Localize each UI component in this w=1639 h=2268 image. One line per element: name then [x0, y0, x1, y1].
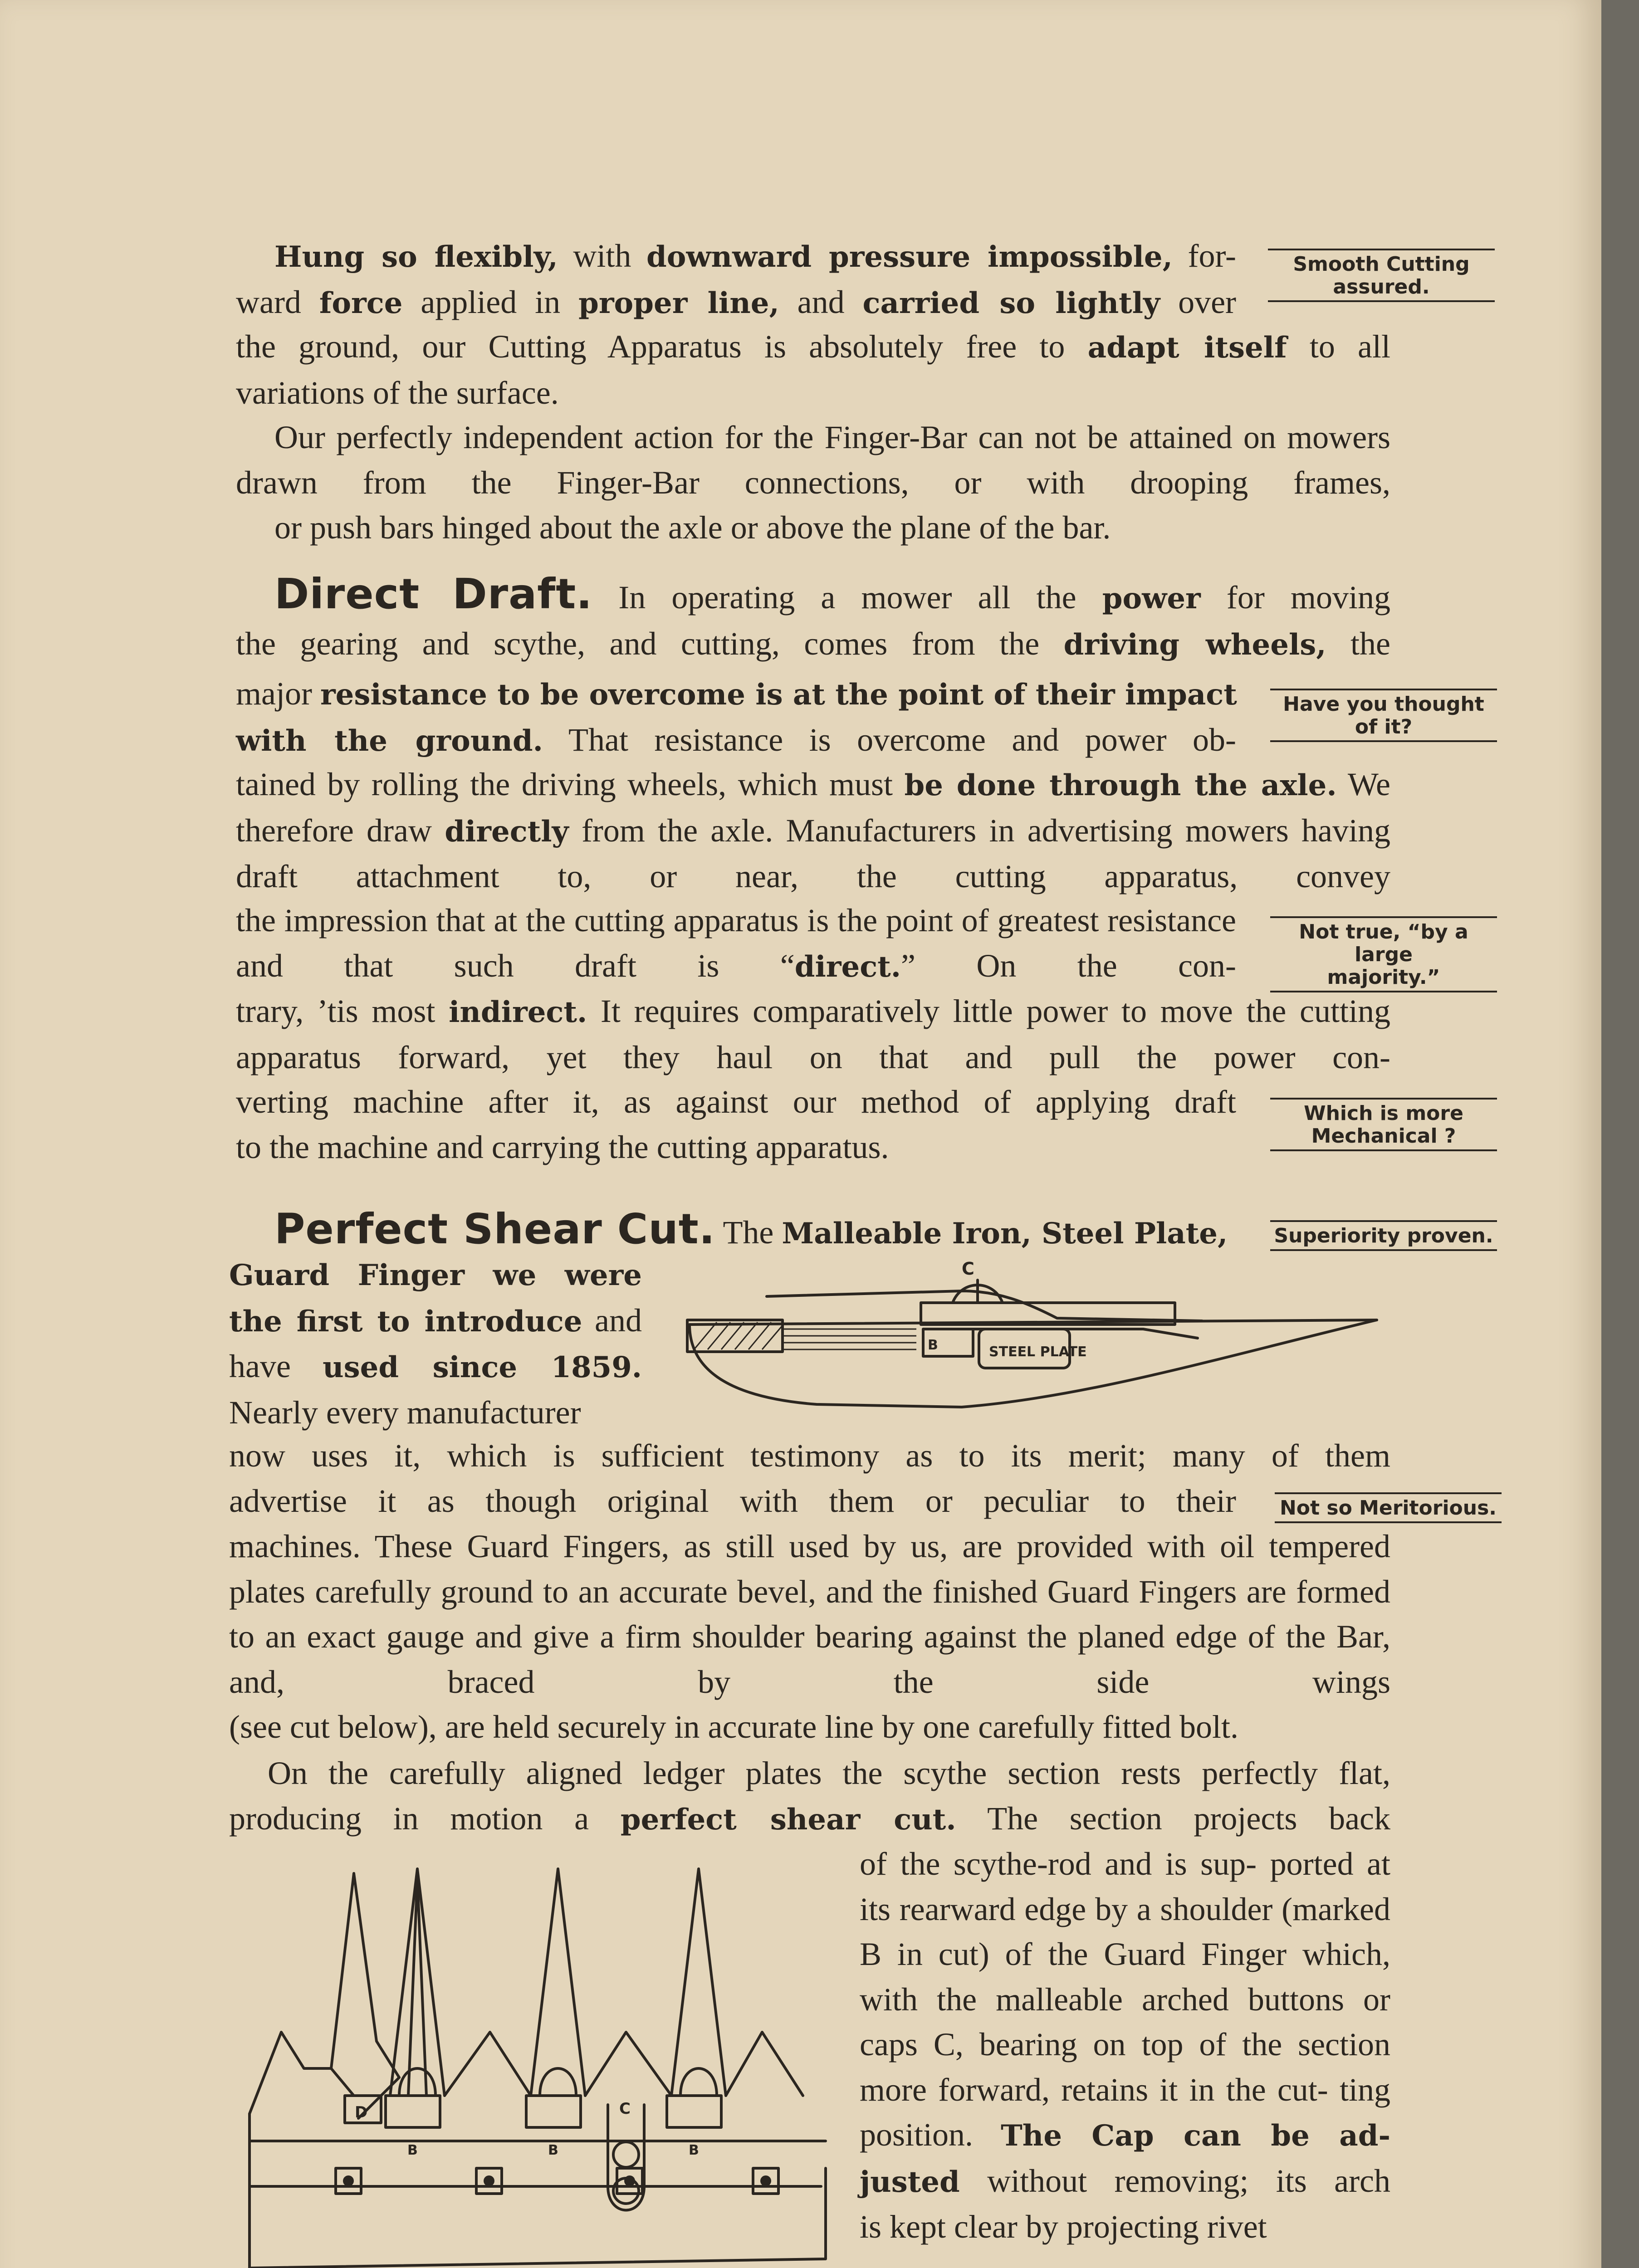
- margin-note-superiority-proven: Superiority proven.: [1270, 1220, 1497, 1251]
- section-direct-draft-body: tained by rolling the driving wheels, which must be done through the axle. We therefore draw directly from the axle. Manufacturers in advertising mowers having draft attachment to, or near, the cutting apparatus, convey: [236, 766, 1391, 894]
- margin-note-which-more-mechanical: Which is more Mechanical ?: [1270, 1098, 1497, 1151]
- bar-label-b3: B: [689, 2142, 699, 2158]
- guard-finger-4: [671, 1869, 726, 2096]
- paragraph-hung-so-flexibly-cont: the ground, our Cutting Apparatus is absolutely free to adapt itself to all variations of the surface.: [236, 328, 1391, 411]
- bar-label-b1: B: [407, 2142, 418, 2158]
- section-shear-cut-body2: advertise it as though original with them or peculiar to their: [229, 1483, 1236, 1519]
- cutter-bar-figure: [236, 1860, 844, 2268]
- cap-3: [667, 2096, 721, 2127]
- section-direct-draft-top: Direct Draft. In operating a mower all the power for moving the gearing and scythe, and cutting, comes from the driving wheels, the: [236, 570, 1391, 662]
- bar-label-b2: B: [548, 2142, 558, 2158]
- margin-note-smooth-cutting: Smooth Cutting assured.: [1268, 249, 1495, 302]
- guard-finger-3-cap: [540, 2068, 576, 2096]
- margin-note-not-so-meritorious: Not so Meritorious.: [1275, 1492, 1502, 1523]
- scythe-section-left: [250, 2032, 354, 2114]
- bar-label-c: C: [619, 2100, 631, 2118]
- guard-finger-hatching: [694, 1322, 916, 1349]
- paragraph-ledger-right-column: of the scythe-rod and is sup- ported at its rearward edge by a shoulder (marked B in cut) of the Guard Finger which, with the malleable arched buttons or caps C, bearing on top of the section more forward, retains it in the cut- ting position. The Cap can be ad- justed without removing; its arch is kept clear by projecting rivet: [860, 1846, 1391, 2245]
- paragraph-ledger-plates: On the carefully aligned ledger plates the scythe section rests perfectly flat, producing in motion a perfect shear cut. The section projects back: [229, 1755, 1391, 1837]
- section-shear-cut-body3: machines. These Guard Fingers, as still used by us, are provided with oil tempered plates carefully ground to an accurate bevel, and the finished Guard Fingers are formed to an exact gauge and give a firm shoulder bearing against the planed edge of the Bar, and, braced by the side wings (see cut below), are held securely in accurate line by one carefully fitted bolt.: [229, 1528, 1391, 1745]
- guard-finger-4-cap: [680, 2068, 717, 2096]
- section-direct-draft-body3: trary, ’tis most indirect. It requires comparatively little power to move the cutting apparatus forward, yet they haul on that and pull the power con-: [236, 993, 1390, 1075]
- heading-perfect-shear-cut: Perfect Shear Cut.: [274, 1205, 715, 1253]
- margin-note-not-true: Not true, “by a large majority.”: [1270, 916, 1497, 992]
- section-shear-cut-heading-line: Perfect Shear Cut. The Malleable Iron, Steel Plate,: [274, 1205, 1228, 1253]
- paragraph-independent-action: Our perfectly independent action for the Finger-Bar can not be attained on mowers drawn from the Finger-Bar connections, or with drooping frames, or push bars hinged about the axle or above the plane of the bar.: [236, 419, 1391, 546]
- scythe-section-3: [726, 2032, 803, 2096]
- section-shear-cut-body: now uses it, which is sufficient testimony as to its merit; many of them: [229, 1437, 1390, 1474]
- guard-label-c: C: [962, 1261, 974, 1279]
- heading-direct-draft: Direct Draft.: [274, 570, 593, 618]
- section-shear-cut-left-column: Guard Finger we were the first to introduce and have used since 1859. Nearly every manufacturer: [229, 1258, 642, 1431]
- section-direct-draft-end: verting machine after it, as against our method of applying draft to the machine and carrying the cutting apparatus.: [236, 1084, 1236, 1165]
- guard-finger-outline-bottom: [690, 1320, 1377, 1407]
- scythe-section-1: [445, 2032, 531, 2096]
- section-direct-draft-mid: major resistance to be overcome is at the point of their impact with the ground. That resistance is overcome and power ob-: [236, 675, 1237, 758]
- scythe-section-2: [585, 2032, 671, 2096]
- guard-label-steel-plate: STEEL PLATE: [989, 1344, 1087, 1360]
- guard-finger-figure: [680, 1261, 1388, 1424]
- margin-note-have-you-thought: Have you thought of it?: [1270, 689, 1497, 742]
- cap-2: [526, 2096, 581, 2127]
- guard-label-b: B: [928, 1337, 938, 1353]
- scythe-head-hole-1: [613, 2142, 639, 2167]
- section-direct-draft-body2: the impression that at the cutting apparatus is the point of greatest resistance and that such draft is “direct.” On the con-: [236, 902, 1237, 984]
- guard-finger-outline-top: [767, 1291, 1202, 1321]
- cap-1: [386, 2096, 440, 2127]
- paragraph-hung-so-flexibly: Hung so flexibly, with downward pressure impossible, for- ward force applied in proper line, and carried so lightly over: [236, 238, 1236, 320]
- guard-finger-3: [531, 1869, 585, 2096]
- guard-finger-2-cap: [399, 2068, 435, 2096]
- bar-label-d: D: [355, 2103, 368, 2121]
